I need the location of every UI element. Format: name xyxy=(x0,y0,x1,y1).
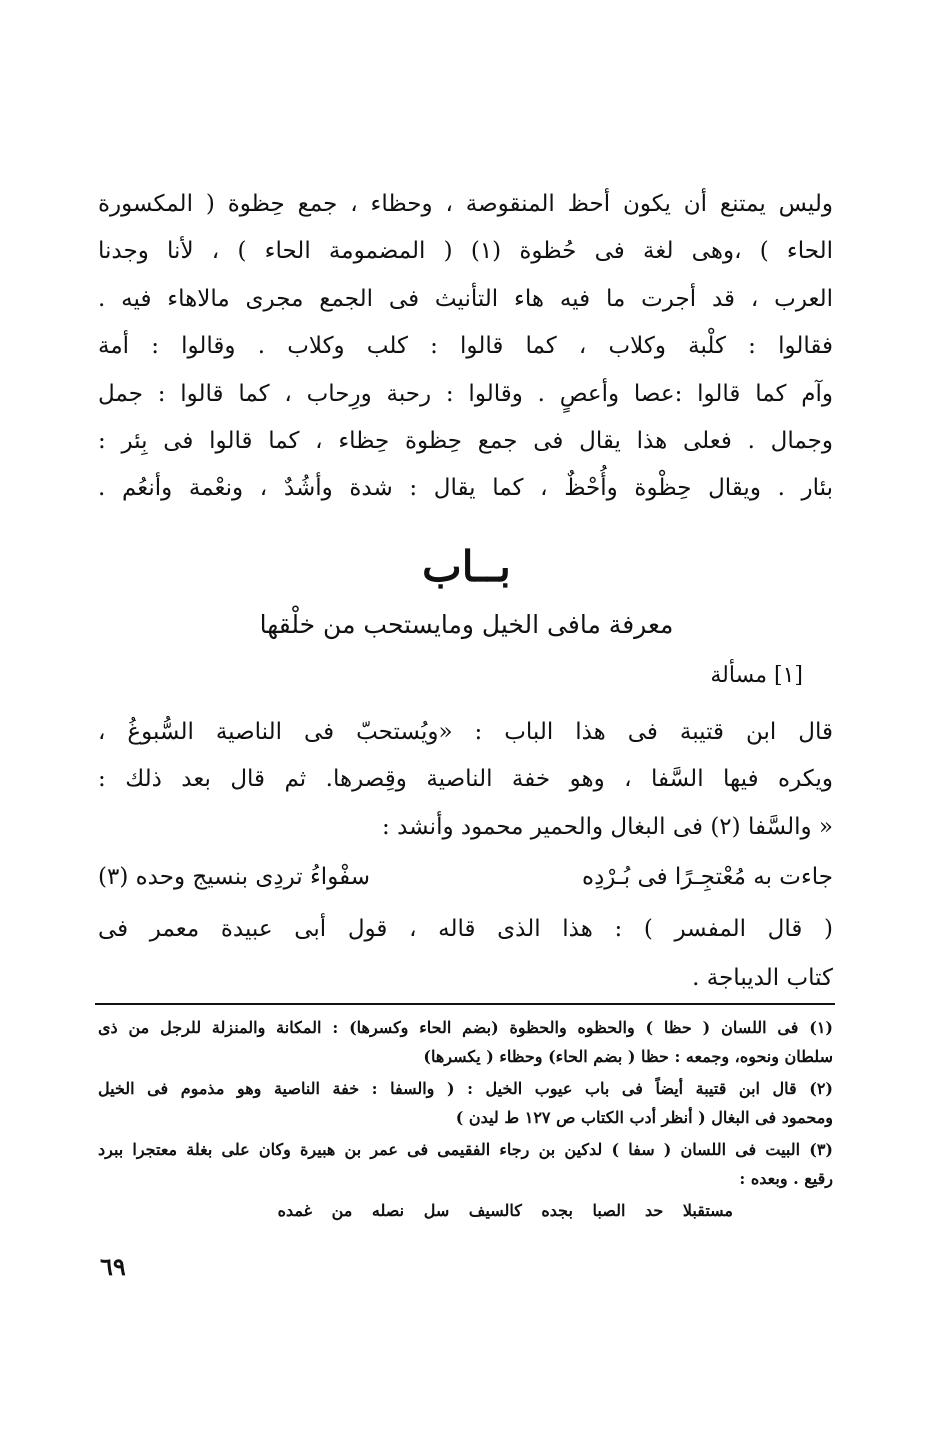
verse-first-hemistich: جاءت به مُعْتجِـرًا فى بُـرْدِه xyxy=(582,864,833,890)
body-line-4: فقالوا : كلْبة وكلاب ، كما قالوا : كلب وكلاب . وقالوا : أمة xyxy=(98,333,833,359)
para3-line-1: ( قال المفسر ) : هذا الذى قاله ، قول أبى عبيدة معمر فى xyxy=(98,916,833,942)
footnote-3-line-1: (٣) البيت فى اللسان ( سفا ) لدكين بن رجاء الفقيمى فى عمر بن هبيرة وكان على بغلة معتجرا ببرد xyxy=(98,1140,833,1159)
body-line-7: بئار . ويقال حِظْوة وأُحْظٌ ، كما يقال : شدة وأشُدٌ ، ونعْمة وأنعُم . xyxy=(98,475,833,501)
para3-line-2: كتاب الديباجة . xyxy=(692,965,833,991)
footnote-separator xyxy=(95,1003,835,1005)
para2-line-3: « والسَّفا (٢) فى البغال والحمير محمود وأنشد : xyxy=(382,814,833,840)
page-number: ٦٩ xyxy=(100,1252,126,1281)
footnote-1-line-1: (١) فى اللسان ( حظا ) والحظوه والحظوة (بضم الحاء وكسرها) : المكانة والمنزلة للرجل من ذى xyxy=(98,1018,833,1037)
poem-verse xyxy=(98,862,833,892)
body-line-5: وآم كما قالوا :عصا وأعصٍ . وقالوا : رحبة ورِحاب ، كما قالوا : جمل xyxy=(98,381,833,407)
question-label: [١] مسألة xyxy=(710,663,803,688)
body-line-6: وجمال . فعلى هذا يقال فى جمع حِظوة حِظاء ، كما قالوا فى بِئر : xyxy=(98,428,833,454)
body-line-1: وليس يمتنع أن يكون أحظ المنقوصة ، وحظاء ، جمع حِظوة ( المكسورة xyxy=(98,191,833,217)
footnote-3-line-2: رقيع . وبعده : xyxy=(739,1169,833,1188)
footnote-1-line-2: سلطان ونحوه، وجمعه : حظا ( بضم الحاء) وحظاء ( يكسرها) xyxy=(423,1047,833,1066)
footnote-2-line-1: (٢) قال ابن قتيبة أيضاً فى باب عيوب الخيل : ( والسفا : خفة الناصية وهو مذموم فى الخيل xyxy=(98,1079,833,1098)
footnote-2-line-2: ومحمود فى البغال ( أنظر أدب الكتاب ص ١٢٧ ط ليدن ) xyxy=(455,1108,833,1127)
section-title: بــاب xyxy=(422,542,511,591)
para2-line-1: قال ابن قتيبة فى هذا الباب : «ويُستحبّ فى الناصية السُّبوغُ ، xyxy=(98,719,833,745)
section-subtitle: معرفة مافى الخيل ومايستحب من خلْقها xyxy=(259,610,674,639)
para2-line-2: ويكره فيها السَّفا ، وهو خفة الناصية وقِصرها. ثم قال بعد ذلك : xyxy=(98,766,833,792)
body-line-2: الحاء ) ،وهى لغة فى حُظوة (١) ( المضمومة الحاء ) ، لأنا وجدنا xyxy=(98,238,834,264)
body-line-3: العرب ، قد أجرت ما فيه هاء التأنيث فى الجمع مجرى مالاهاء فيه . xyxy=(98,286,833,312)
footnote-verse: مستقبلا حد الصبا بجده كالسيف سل نصله من غمده xyxy=(277,1201,733,1220)
verse-second-hemistich: سفْواءُ تردِى بنسيج وحده (٣) xyxy=(98,864,370,890)
